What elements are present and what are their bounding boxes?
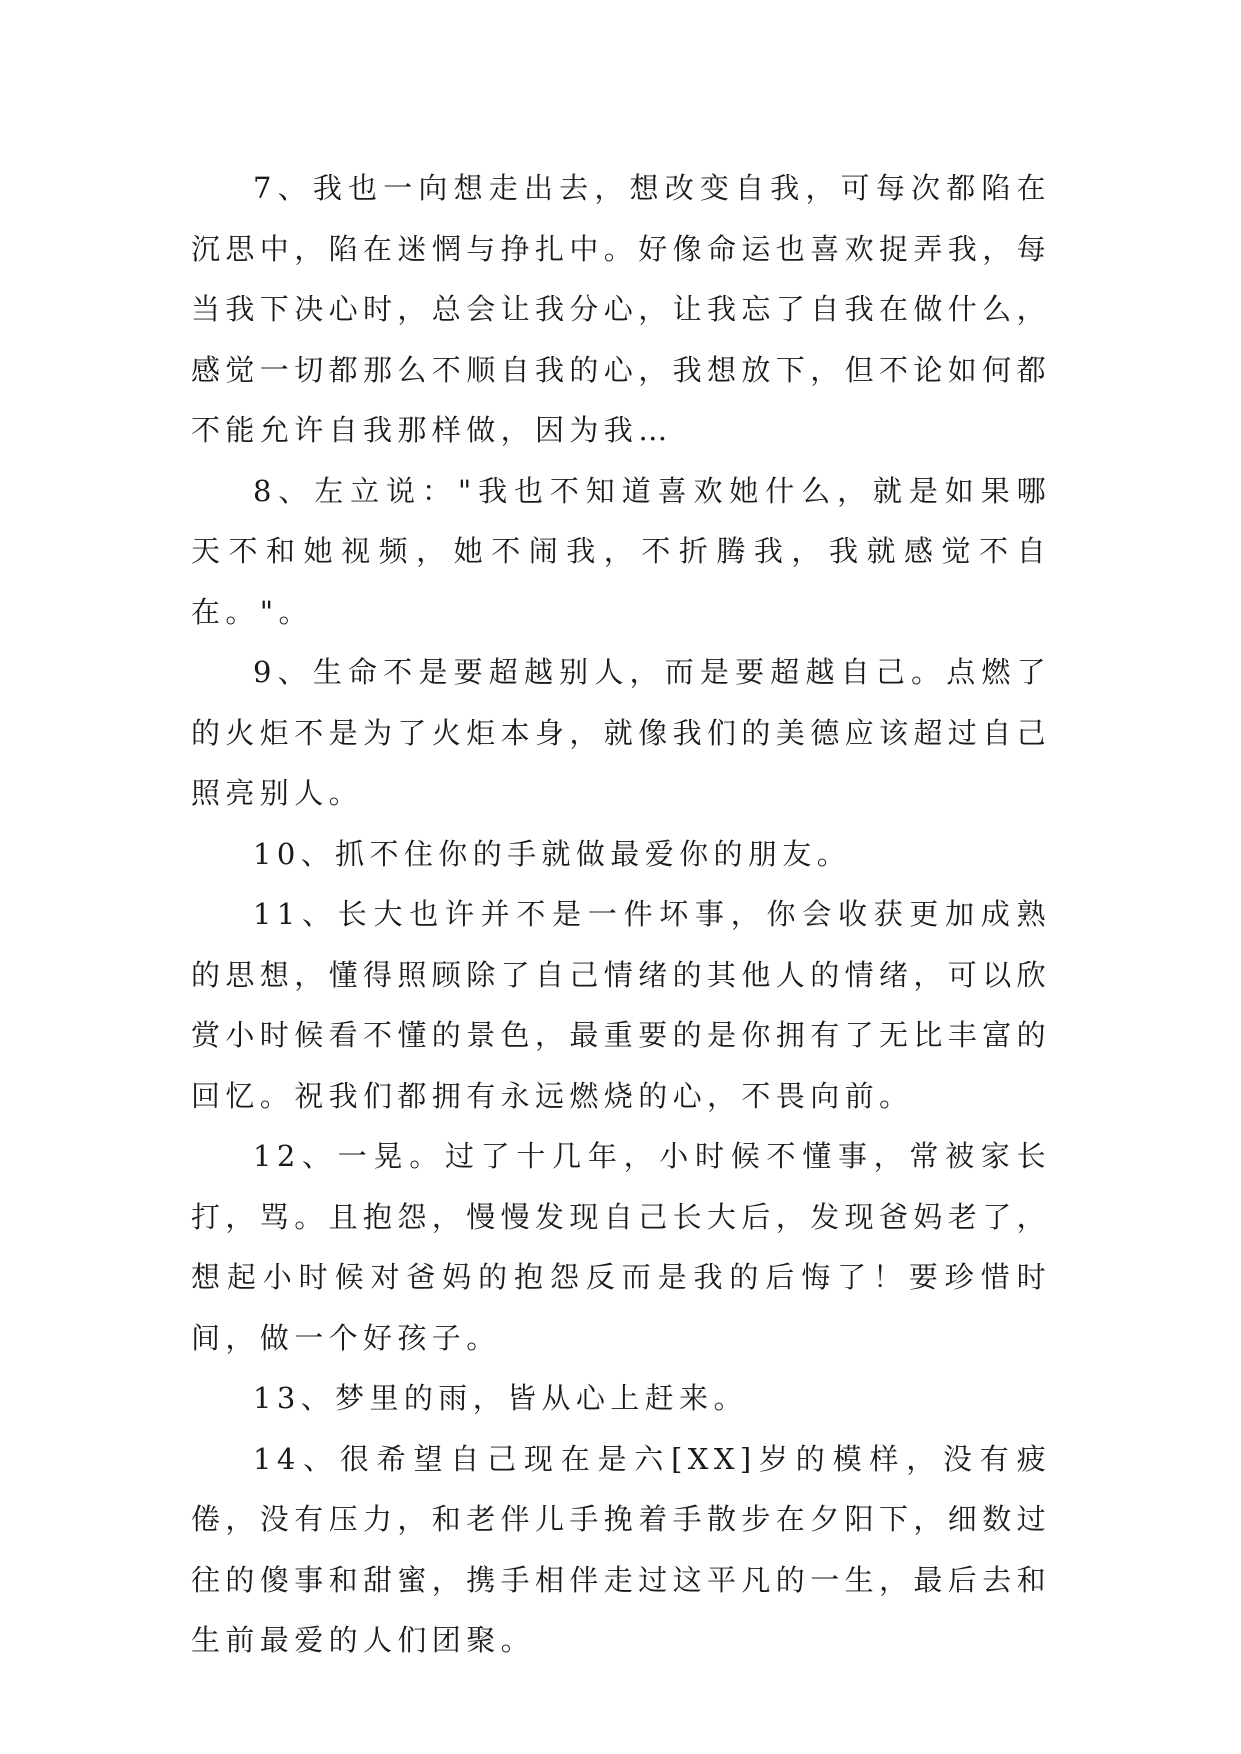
document-body (191, 158, 1051, 1671)
paragraph-14: 14、很希望自己现在是六[XX]岁的模样，没有疲倦，没有压力，和老伴儿手挽着手散步在夕阳下，细数过往的傻事和甜蜜，携手相伴走过这平凡的一生，最后去和生前最爱的人们团聚。 (191, 1441, 1052, 1657)
paragraph-7: 7、我也一向想走出去，想改变自我，可每次都陷在沉思中，陷在迷惘与挣扎中。好像命运也喜欢捉弄我，每当我下决心时，总会让我分心，让我忘了自我在做什么，感觉一切都那么不顺自我的心，我想放下，但不论如何都不能允许自我那样做，因为我… (191, 171, 1052, 447)
paragraph-11: 11、长大也许并不是一件坏事，你会收获更加成熟的思想，懂得照顾除了自己情绪的其他人的情绪，可以欣赏小时候看不懂的景色，最重要的是你拥有了无比丰富的回忆。祝我们都拥有永远燃烧的心，不畏向前。 (191, 897, 1052, 1113)
paragraph-8: 8、左立说："我也不知道喜欢她什么，就是如果哪天不和她视频，她不闹我，不折腾我，我就感觉不自在。"。 (191, 473, 1051, 629)
paragraph-9: 9、生命不是要超越别人，而是要超越自己。点燃了的火炬不是为了火炬本身，就像我们的美德应该超过自己照亮别人。 (191, 655, 1052, 810)
paragraph-10: 10、抓不住你的手就做最爱你的朋友。 (253, 836, 852, 871)
paragraph-13: 13、梦里的雨，皆从心上赶来。 (253, 1381, 748, 1415)
paragraph-12: 12、一晃。过了十几年，小时候不懂事，常被家长打，骂。且抱怨，慢慢发现自己长大后，发现爸妈老了，想起小时候对爸妈的抱怨反而是我的后悔了！要珍惜时间，做一个好孩子。 (191, 1139, 1052, 1355)
